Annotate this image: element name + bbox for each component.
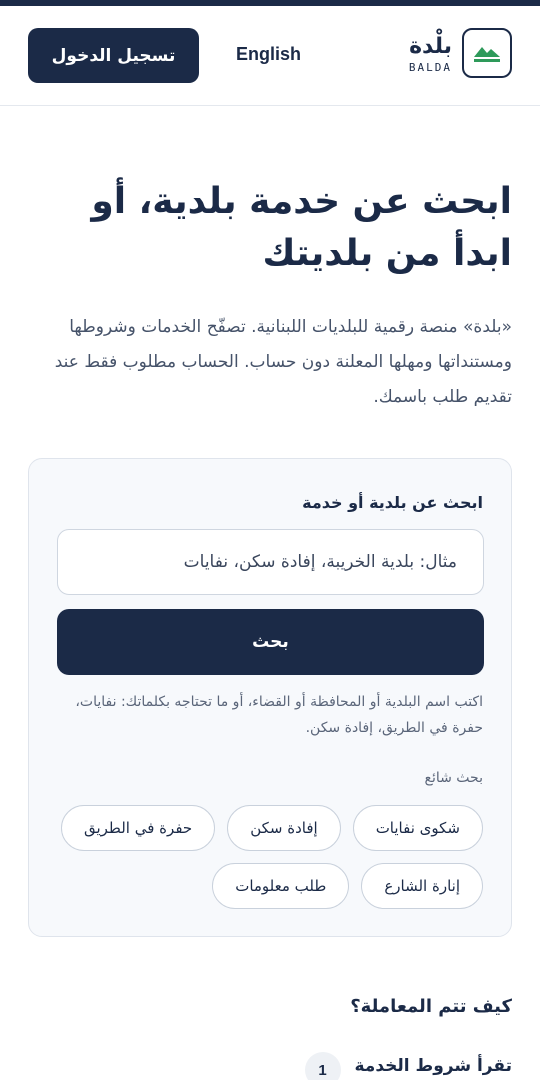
search-hint: اكتب اسم البلدية أو المحافظة أو القضاء، أو ما تحتاجه بكلماتك: نفايات، حفرة في الطريق، إفادة سكن. <box>75 694 483 736</box>
chip-street-lighting[interactable]: إنارة الشارع <box>361 863 483 909</box>
popular-searches-chips <box>53 805 483 909</box>
how-it-works-title: كيف تتم المعاملة؟ <box>350 996 512 1017</box>
brand[interactable] <box>409 28 512 78</box>
brand-text <box>409 33 452 74</box>
search-card <box>28 458 512 937</box>
hero-title: ابحث عن خدمة بلدية، أو ابدأ من بلديتك <box>91 181 512 274</box>
brand-name-latin: BALDA <box>408 60 452 74</box>
brand-name-arabic: بلْدة <box>409 33 452 59</box>
chip-waste-complaint[interactable]: شكوى نفايات <box>353 805 483 851</box>
search-input[interactable] <box>57 529 484 595</box>
chip-information-request[interactable]: طلب معلومات <box>212 863 349 909</box>
step-item <box>305 1044 513 1080</box>
language-switch-link[interactable]: English <box>236 44 302 64</box>
mountain-logo-icon <box>462 28 512 78</box>
site-header <box>0 6 540 106</box>
popular-searches-label: بحث شائع <box>424 770 483 786</box>
chip-residence-certificate[interactable]: إفادة سكن <box>227 805 341 851</box>
search-label: ابحث عن بلدية أو خدمة <box>302 493 483 512</box>
chip-road-pothole[interactable]: حفرة في الطريق <box>61 805 215 851</box>
hero-description: «بلدة» منصة رقمية للبلديات اللبنانية. تصفّح الخدمات وشروطها ومستنداتها ومهلها المعلنة دون حساب. الحساب مطلوب فقط عند تقديم طلب باسمك. <box>54 317 512 407</box>
step-title: تقرأ شروط الخدمة <box>354 1056 512 1076</box>
search-button[interactable]: بحث <box>57 609 484 675</box>
login-button[interactable]: تسجيل الدخول <box>28 28 199 83</box>
step-number-badge: 1 <box>305 1052 341 1080</box>
